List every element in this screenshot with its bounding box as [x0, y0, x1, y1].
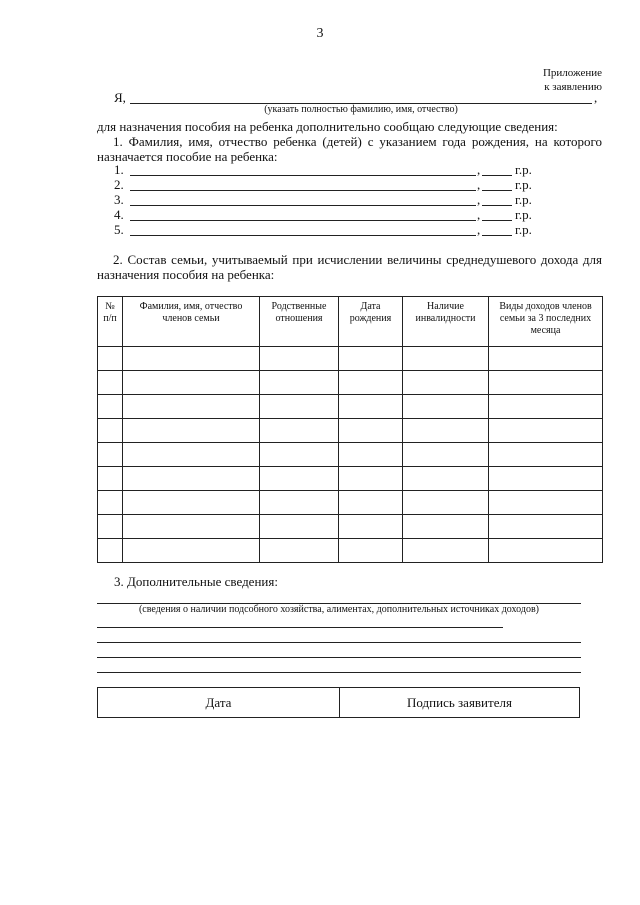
- additional-info-line-2[interactable]: [97, 627, 503, 628]
- child-name-field[interactable]: [130, 175, 476, 176]
- table-cell[interactable]: [403, 467, 489, 491]
- section1-title: 1. Фамилия, имя, отчество ребенка (детей) с указанием года рождения, на которого назначается пособие на ребенка:: [97, 134, 602, 164]
- table-cell[interactable]: [339, 491, 403, 515]
- table-cell[interactable]: [260, 491, 339, 515]
- applicant-prefix: Я,: [114, 90, 126, 105]
- table-cell[interactable]: [98, 467, 123, 491]
- table-cell[interactable]: [123, 443, 260, 467]
- table-cell[interactable]: [98, 371, 123, 395]
- child-year-field[interactable]: [482, 190, 512, 191]
- table-cell[interactable]: [339, 443, 403, 467]
- table-cell[interactable]: [489, 443, 603, 467]
- additional-info-line-5[interactable]: [97, 672, 581, 673]
- header-income-types: Виды доходов членов семьи за 3 последних месяца: [489, 297, 603, 347]
- table-cell[interactable]: [489, 491, 603, 515]
- table-cell[interactable]: [98, 395, 123, 419]
- table-cell[interactable]: [98, 443, 123, 467]
- child-comma: ,: [477, 177, 481, 192]
- table-cell[interactable]: [260, 419, 339, 443]
- table-cell[interactable]: [339, 539, 403, 563]
- table-cell[interactable]: [260, 443, 339, 467]
- child-year-field[interactable]: [482, 205, 512, 206]
- child-comma: ,: [477, 207, 481, 222]
- table-cell[interactable]: [339, 419, 403, 443]
- additional-info-line-4[interactable]: [97, 657, 581, 658]
- table-cell[interactable]: [260, 515, 339, 539]
- table-cell[interactable]: [403, 395, 489, 419]
- table-cell[interactable]: [339, 371, 403, 395]
- table-row: [98, 491, 603, 515]
- header-number: № п/п: [98, 297, 123, 347]
- child-year-field[interactable]: [482, 220, 512, 221]
- child-name-field[interactable]: [130, 235, 476, 236]
- child-name-field[interactable]: [130, 205, 476, 206]
- table-cell[interactable]: [489, 395, 603, 419]
- child-number: 2.: [114, 177, 124, 192]
- additional-info-line-3[interactable]: [97, 642, 581, 643]
- table-cell[interactable]: [123, 515, 260, 539]
- header-full-name: Фамилия, имя, отчество членов семьи: [123, 297, 260, 347]
- table-cell[interactable]: [98, 347, 123, 371]
- table-cell[interactable]: [123, 491, 260, 515]
- table-cell[interactable]: [339, 515, 403, 539]
- child-year-label: г.р.: [515, 162, 532, 177]
- section3-title: 3. Дополнительные сведения:: [114, 574, 278, 589]
- table-cell[interactable]: [260, 347, 339, 371]
- child-year-field[interactable]: [482, 235, 512, 236]
- table-cell[interactable]: [123, 539, 260, 563]
- table-cell[interactable]: [98, 491, 123, 515]
- child-year-label: г.р.: [515, 192, 532, 207]
- table-cell[interactable]: [123, 347, 260, 371]
- table-cell[interactable]: [123, 371, 260, 395]
- table-cell[interactable]: [339, 347, 403, 371]
- table-cell[interactable]: [260, 467, 339, 491]
- child-comma: ,: [477, 222, 481, 237]
- table-cell[interactable]: [260, 395, 339, 419]
- appendix-line-1: Приложение: [542, 67, 602, 79]
- table-row: [98, 467, 603, 491]
- table-cell[interactable]: [489, 371, 603, 395]
- table-cell[interactable]: [123, 419, 260, 443]
- family-table: [97, 296, 603, 563]
- date-cell[interactable]: Дата: [98, 688, 340, 718]
- header-relationship: Родственные отношения: [260, 297, 339, 347]
- table-cell[interactable]: [489, 347, 603, 371]
- table-row: [98, 395, 603, 419]
- child-year-field[interactable]: [482, 175, 512, 176]
- section2-title: 2. Состав семьи, учитываемый при исчислении величины среднедушевого дохода для назначения пособия на ребенка:: [97, 252, 602, 282]
- table-cell[interactable]: [489, 467, 603, 491]
- section3-hint: (сведения о наличии подсобного хозяйства, алиментах, дополнительных источниках доходов): [138, 604, 540, 615]
- table-cell[interactable]: [403, 443, 489, 467]
- table-cell[interactable]: [403, 371, 489, 395]
- table-row: [98, 539, 603, 563]
- table-row: [98, 371, 603, 395]
- table-cell[interactable]: [403, 419, 489, 443]
- child-number: 3.: [114, 192, 124, 207]
- table-cell[interactable]: [489, 419, 603, 443]
- table-cell[interactable]: [98, 539, 123, 563]
- applicant-suffix: ,: [594, 90, 598, 105]
- table-cell[interactable]: [98, 419, 123, 443]
- child-year-label: г.р.: [515, 222, 532, 237]
- table-cell[interactable]: [260, 371, 339, 395]
- table-cell[interactable]: [403, 347, 489, 371]
- table-row: [98, 419, 603, 443]
- intro-text: для назначения пособия на ребенка дополнительно сообщаю следующие сведения:: [97, 119, 558, 134]
- child-number: 1.: [114, 162, 124, 177]
- table-cell[interactable]: [339, 467, 403, 491]
- page-number: 3: [316, 26, 324, 41]
- child-number: 5.: [114, 222, 124, 237]
- table-cell[interactable]: [123, 467, 260, 491]
- table-row: [98, 347, 603, 371]
- child-comma: ,: [477, 162, 481, 177]
- applicant-hint: (указать полностью фамилию, имя, отчество): [264, 104, 458, 115]
- header-birth-date: Дата рождения: [339, 297, 403, 347]
- table-cell[interactable]: [403, 491, 489, 515]
- child-name-field[interactable]: [130, 190, 476, 191]
- table-cell[interactable]: [489, 539, 603, 563]
- table-cell[interactable]: [98, 515, 123, 539]
- table-cell[interactable]: [260, 539, 339, 563]
- signature-table: [97, 687, 580, 718]
- child-number: 4.: [114, 207, 124, 222]
- child-year-label: г.р.: [515, 177, 532, 192]
- table-row: [98, 515, 603, 539]
- table-cell[interactable]: [339, 395, 403, 419]
- table-cell[interactable]: [403, 539, 489, 563]
- child-comma: ,: [477, 192, 481, 207]
- header-disability: Наличие инвалидности: [403, 297, 489, 347]
- table-cell[interactable]: [123, 395, 260, 419]
- child-year-label: г.р.: [515, 207, 532, 222]
- table-row: [98, 443, 603, 467]
- appendix-line-2: к заявлению: [544, 81, 602, 93]
- table-cell[interactable]: [403, 515, 489, 539]
- signature-cell[interactable]: Подпись заявителя: [340, 688, 580, 718]
- child-name-field[interactable]: [130, 220, 476, 221]
- table-cell[interactable]: [489, 515, 603, 539]
